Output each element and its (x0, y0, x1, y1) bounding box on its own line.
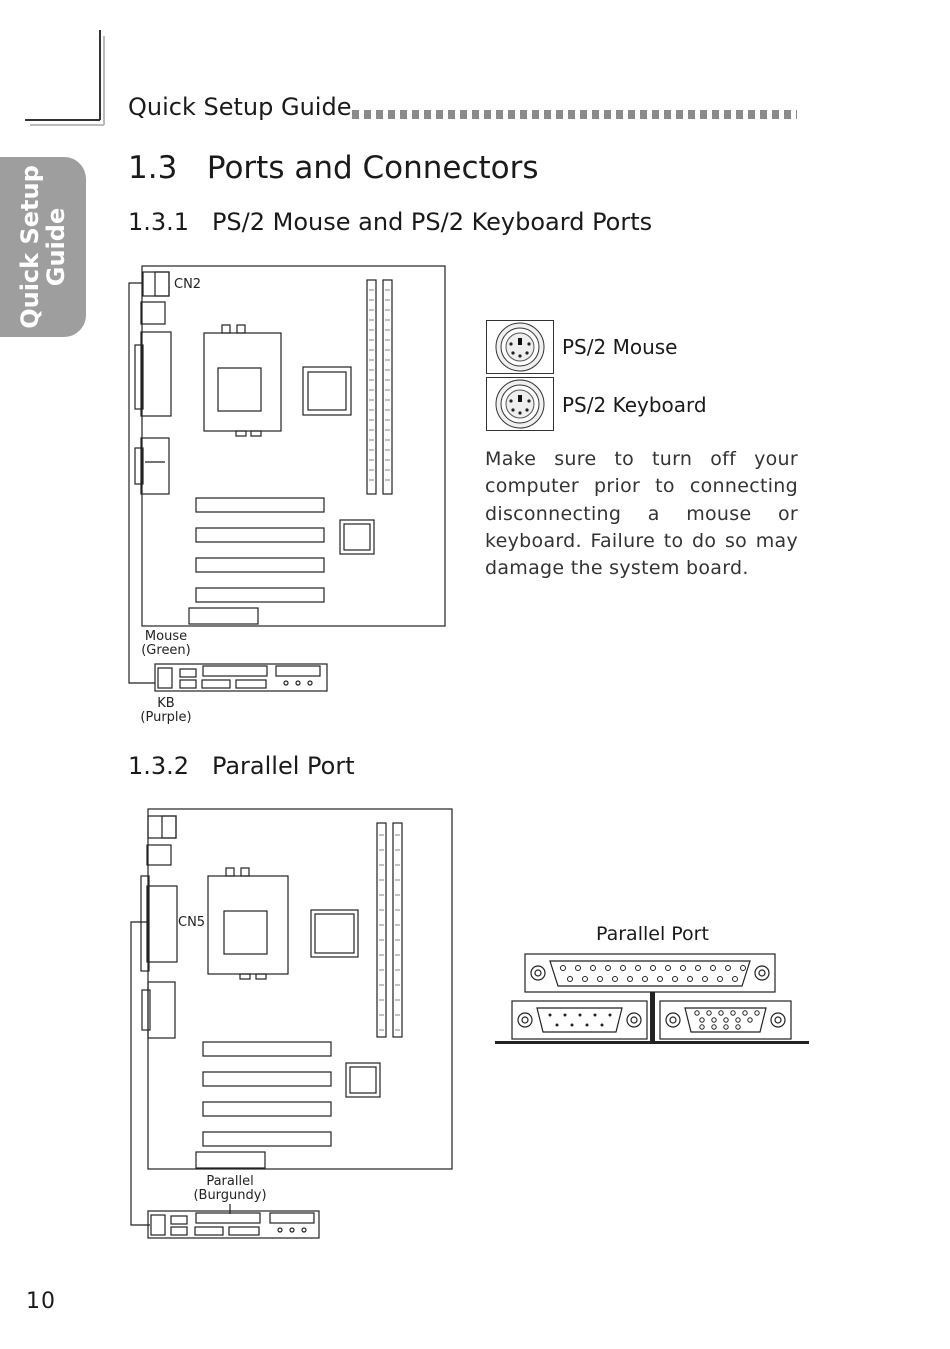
cn2-label: CN2 (174, 277, 202, 292)
note-line: keyboard. Failure to do so may (485, 530, 798, 552)
note-line: computer prior to connecting (485, 475, 798, 497)
ps2-mouse-label: PS/2 Mouse (562, 335, 678, 359)
mouse-label-color: (Green) (141, 643, 191, 658)
kb-label-color: (Purple) (140, 710, 192, 725)
header-title: Quick Setup Guide (128, 93, 352, 121)
subsection-title-ps2: 1.3.1 PS/2 Mouse and PS/2 Keyboard Ports (128, 208, 653, 236)
ps2-keyboard-label: PS/2 Keyboard (562, 393, 707, 417)
mouse-label-name: Mouse (144, 629, 188, 644)
kb-label-name: KB (157, 696, 175, 711)
parallel-diagram-label-name: Parallel (206, 1174, 254, 1189)
parallel-diagram-label-color: (Burgundy) (193, 1188, 267, 1203)
note-line: Make sure to turn off your (485, 448, 798, 470)
cn5-label: CN5 (178, 915, 206, 930)
side-tab-label: Quick Setup Guide (16, 165, 70, 329)
page-number: 10 (26, 1289, 56, 1314)
subsection-title-parallel: 1.3.2 Parallel Port (128, 752, 355, 780)
parallel-diagram-label (190, 1175, 270, 1203)
note-line: damage the system board. (485, 557, 749, 579)
note-line: disconnecting a mouse or (485, 503, 798, 525)
parallel-port-label: Parallel Port (596, 923, 709, 945)
section-title: 1.3 Ports and Connectors (128, 150, 539, 186)
parallel-port-illustration (495, 950, 810, 1046)
